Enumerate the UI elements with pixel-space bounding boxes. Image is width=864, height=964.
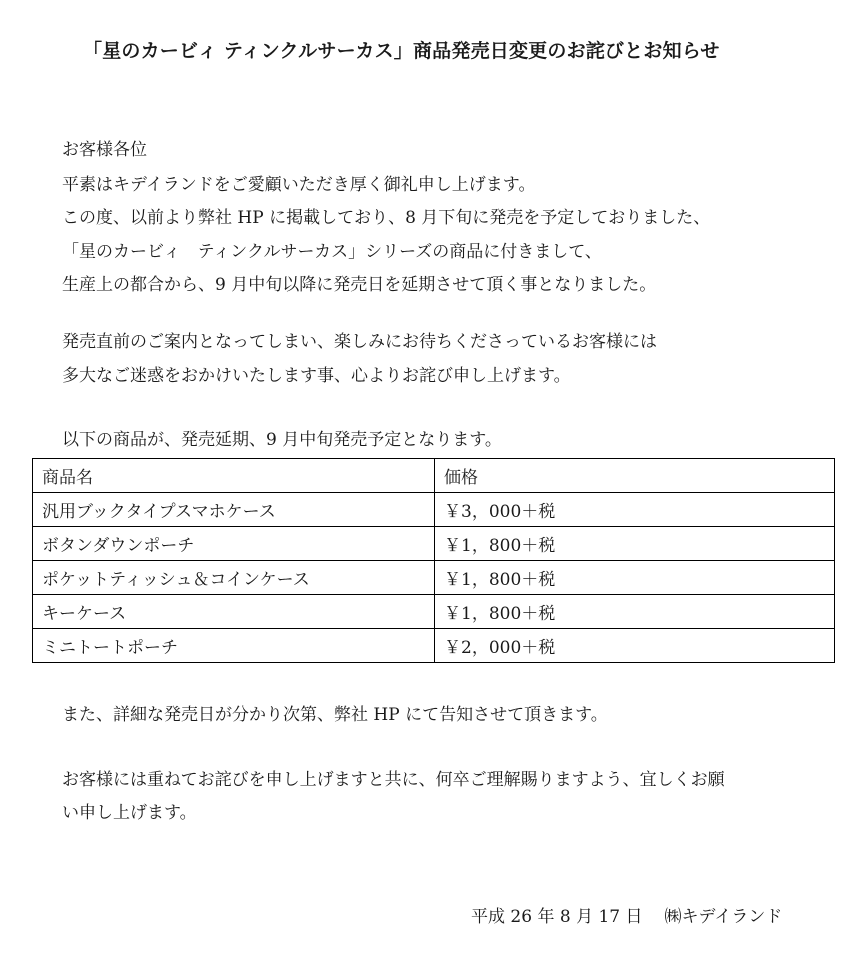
paragraph-line: 「星のカービィ ティンクルサーカス」シリーズの商品に付きまして、: [62, 242, 602, 262]
table-row: [33, 561, 835, 595]
paragraph-line: 平素はキデイランドをご愛顧いただき厚く御礼申し上げます。: [62, 175, 536, 195]
product-price-cell: ￥1，800＋税: [435, 561, 835, 595]
header-price: 価格: [435, 459, 835, 493]
product-price-cell: ￥3，000＋税: [435, 493, 835, 527]
paragraph-line: 多大なご迷惑をおかけいたします事、心よりお詫び申し上げます。: [62, 366, 571, 386]
table-row: [33, 595, 835, 629]
signature-date: 平成 26 年 8 月 17 日: [471, 907, 643, 927]
page-title: 「星のカービィ ティンクルサーカス」商品発売日変更のお詫びとお知らせ: [83, 40, 720, 62]
product-price-cell: ￥1，800＋税: [435, 595, 835, 629]
signature-company: ㈱キデイランド: [664, 907, 783, 927]
table-row: [33, 629, 835, 663]
greeting: お客様各位: [62, 140, 147, 160]
product-price-cell: ￥1，800＋税: [435, 527, 835, 561]
paragraph-line: 発売直前のご案内となってしまい、楽しみにお待ちくださっているお客様には: [62, 332, 657, 352]
product-name-cell: ボタンダウンポーチ: [33, 527, 435, 561]
product-name-cell: キーケース: [33, 595, 435, 629]
signature: [471, 902, 782, 927]
table-intro: 以下の商品が、発売延期、9 月中旬発売予定となります。: [62, 430, 502, 450]
product-name-cell: ポケットティッシュ＆コインケース: [33, 561, 435, 595]
product-name-cell: ミニトートポーチ: [33, 629, 435, 663]
paragraph-line: また、詳細な発売日が分かり次第、弊社 HP にて告知させて頂きます。: [62, 705, 608, 725]
table-row: [33, 527, 835, 561]
paragraph-line: お客様には重ねてお詫びを申し上げますと共に、何卒ご理解賜りますよう、宜しくお願: [62, 770, 725, 790]
product-name-cell: 汎用ブックタイプスマホケース: [33, 493, 435, 527]
paragraph-line: この度、以前より弊社 HP に掲載しており、8 月下旬に発売を予定しておりました、: [62, 208, 711, 228]
paragraph-line: 生産上の都合から、9 月中旬以降に発売日を延期させて頂く事となりました。: [62, 275, 657, 295]
table-header-row: [33, 459, 835, 493]
header-product-name: 商品名: [33, 459, 435, 493]
table-row: [33, 493, 835, 527]
product-table: [32, 458, 835, 663]
paragraph-line: い申し上げます。: [62, 803, 197, 823]
product-price-cell: ￥2，000＋税: [435, 629, 835, 663]
